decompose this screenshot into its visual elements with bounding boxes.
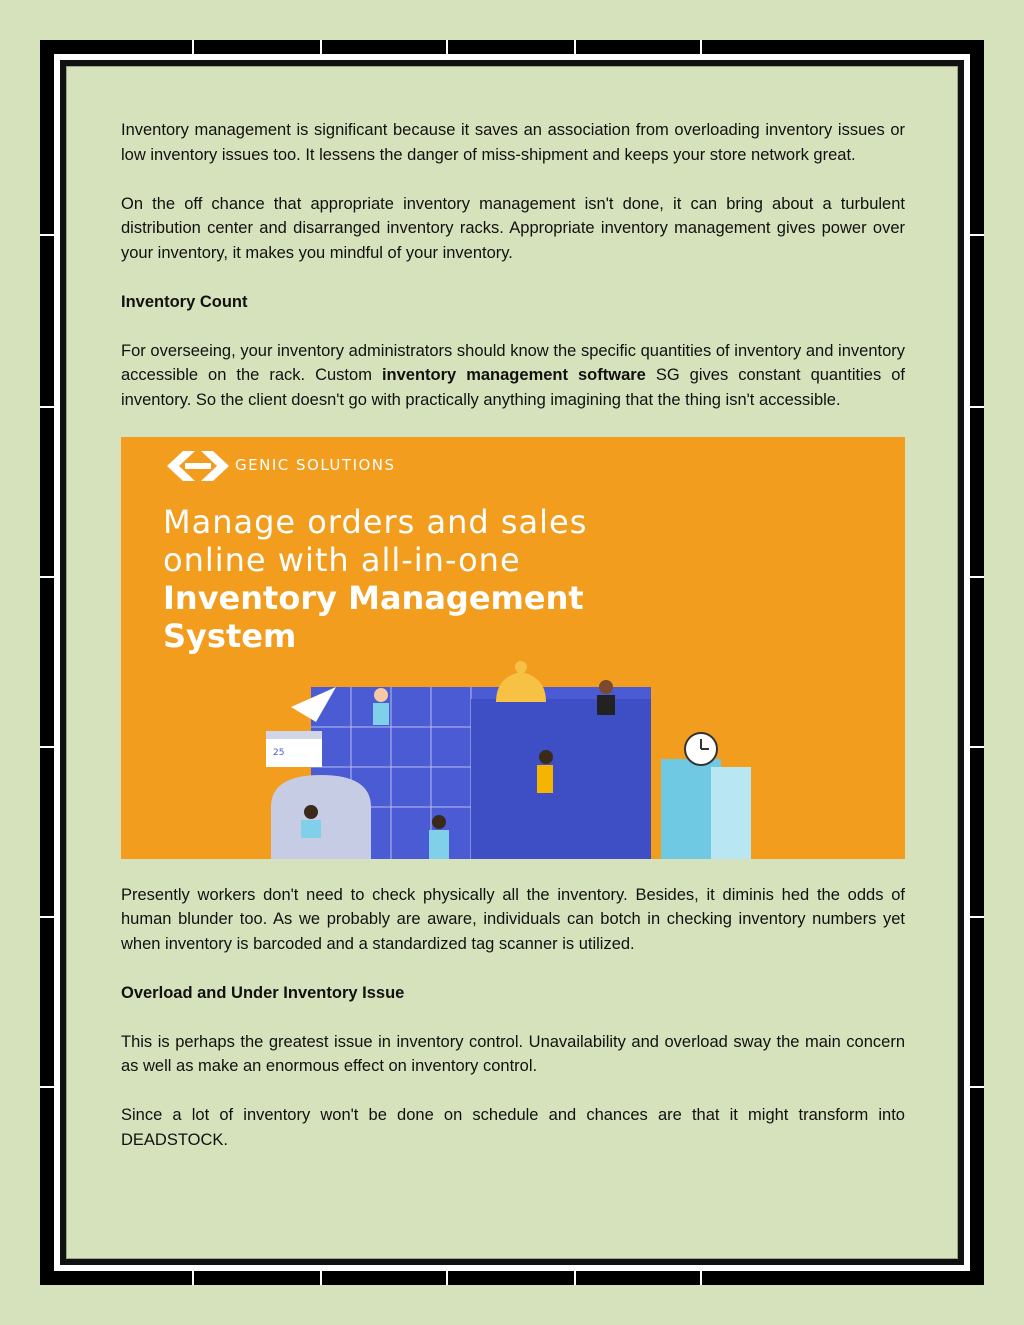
border-notch <box>970 234 984 236</box>
paragraph-management: On the off chance that appropriate inventory management isn't done, it can bring about a turbulent distribution center and disarranged inventory racks. Appropriate inventory management gives power over your inventory, it makes you mindful of your inventory. <box>121 194 905 262</box>
border-notch <box>970 916 984 918</box>
border-notch <box>700 40 702 54</box>
border-notch <box>970 746 984 748</box>
person-figure <box>597 680 615 715</box>
border-notch <box>40 406 54 408</box>
border-notch <box>40 576 54 578</box>
paragraph-deadstock: Since a lot of inventory won't be done on schedule and chances are that it might transform into DEADSTOCK. <box>121 1106 905 1149</box>
border-notch <box>970 1086 984 1088</box>
heading-overload: Overload and Under Inventory Issue <box>121 983 405 1002</box>
person-figure <box>373 688 389 725</box>
border-notch <box>970 576 984 578</box>
paragraph-intro: Inventory management is significant because it saves an association from overloading inventory issues or low inventory issues too. It lessens the danger of miss-shipment and keeps your store network great. <box>121 121 905 164</box>
border-notch <box>574 1271 576 1285</box>
border-notch <box>320 1271 322 1285</box>
bell-shape <box>496 672 546 702</box>
border-notch <box>40 746 54 748</box>
paragraph-control: This is perhaps the greatest issue in inventory control. Unavailability and overload sway the main concern as well as make an enormous effect on inventory control. <box>121 1032 905 1075</box>
border-notch <box>446 40 448 54</box>
brand-name: GENIC SOLUTIONS <box>235 456 396 475</box>
brand-lockup <box>165 449 396 483</box>
border-notch <box>40 916 54 918</box>
document-body <box>121 118 905 1177</box>
headline-line-1: Manage orders and sales <box>163 502 588 541</box>
border-notch <box>40 1086 54 1088</box>
headline-line-3: Inventory Management <box>163 578 584 617</box>
border-notch <box>574 40 576 54</box>
genic-logo-icon <box>165 449 231 483</box>
border-notch <box>970 406 984 408</box>
border-notch <box>446 1271 448 1285</box>
border-notch <box>320 40 322 54</box>
paragraph-text: SG gives constant quantities of inventory. So the client doesn't go with practically anything imagining that the thing isn't accessible. <box>121 366 905 409</box>
paragraph-text: For overseeing, your inventory administrators should know the specific quantities of inventory and inventory accessible on the rack. Custom <box>121 341 905 384</box>
border-notch <box>192 40 194 54</box>
banner-headline <box>163 503 587 655</box>
person-figure <box>537 750 553 793</box>
border-notch <box>40 234 54 236</box>
calendar-number: 25 <box>273 747 285 758</box>
paragraph-workers: Presently workers don't need to check physically all the inventory. Besides, it diminis hed the odds of human blunder too. As we probably are aware, individuals can botch in checking inventory numbers yet when inventory is barcoded and a standardized tag scanner is utilized. <box>121 885 905 953</box>
border-notch <box>192 1271 194 1285</box>
headline-line-4: System <box>163 616 297 655</box>
border-notch <box>700 1271 702 1285</box>
screen-panel <box>471 699 651 859</box>
backpack-shape <box>271 775 371 859</box>
headline-line-2: online with all-in-one <box>163 540 521 579</box>
promo-banner-image <box>121 437 905 859</box>
heading-inventory-count: Inventory Count <box>121 292 248 311</box>
software-link-text: inventory management software <box>381 366 646 384</box>
paragraph-overseeing <box>121 339 905 413</box>
